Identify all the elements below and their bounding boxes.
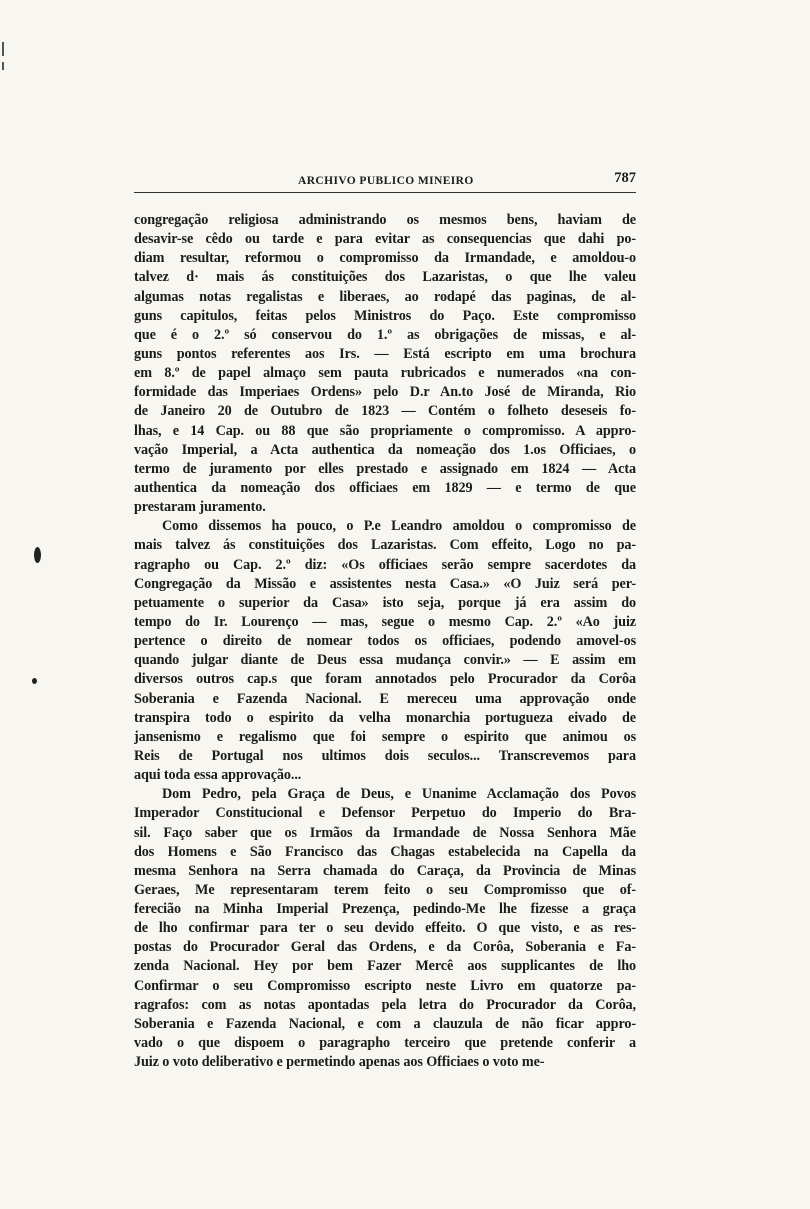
text-line: formidade das Imperiaes Ordens» pelo D.r An.to José de Miranda, Rio: [134, 384, 636, 401]
text-line: mesma Senhora na Serra chamada do Caraça, da Provincia de Minas: [134, 862, 636, 879]
text-line: Confirmar o seu Compromisso escripto neste Livro em quatorze pa-: [134, 977, 636, 994]
text-line: de Janeiro 20 de Outubro de 1823 — Contém o folheto deseseis fo-: [134, 403, 636, 420]
text-line: desavir-se cêdo ou tarde e para evitar as consequencias que dahi po-: [134, 231, 636, 248]
text-line: Dom Pedro, pela Graça de Deus, e Unanime Acclamação dos Povos: [162, 786, 636, 803]
text-line: Reis de Portugal nos ultimos dois seculos... Transcrevemos para: [134, 747, 636, 764]
text-line: zenda Nacional. Hey por bem Fazer Mercê aos supplicantes de lho: [134, 958, 636, 975]
running-title: ARCHIVO PUBLICO MINEIRO: [298, 175, 474, 187]
text-line: jansenismo e regalismo que foi sempre o espirito que animou os: [134, 728, 636, 745]
text-line: aqui toda essa approvação...: [134, 767, 302, 784]
text-line: diam resultar, reformou o compromisso da Irmandade, e amoldou-o: [134, 250, 636, 267]
text-line: authentica da nomeação dos officiaes em 1829 — e termo de que: [134, 479, 636, 496]
page-header: [134, 170, 636, 192]
body-text: [134, 211, 636, 1072]
text-line: Congregação da Missão e assistentes nesta Casa.» «O Juiz será per-: [134, 575, 636, 592]
text-line: Geraes, Me representaram terem feito o seu Compromisso que of-: [134, 881, 636, 898]
text-line: ragrafos: com as notas apontadas pela letra do Procurador da Corôa,: [134, 996, 636, 1013]
ink-blot: [34, 547, 41, 563]
page-number: 787: [614, 170, 636, 186]
paragraph: [134, 517, 636, 785]
text-line: petuamente o superior da Casa» isto seja, porque já era assim do: [134, 594, 636, 611]
text-line: vação Imperial, a Acta authentica da nomeação dos 1.os Officiaes, o: [134, 441, 636, 458]
text-line: prestaram juramento.: [134, 499, 266, 516]
text-line: de lho confirmar para ter o seu devido effeito. O que visto, e as res-: [134, 920, 636, 937]
page-edge-mark: [2, 42, 4, 56]
page-edge-mark: [2, 62, 4, 70]
text-line: congregação religiosa administrando os mesmos bens, haviam de: [134, 212, 636, 228]
text-line: postas do Procurador Geral das Ordens, e da Corôa, Soberania e Fa-: [134, 939, 636, 956]
text-line: talvez d· mais ás constituições dos Lazaristas, o que lhe valeu: [134, 269, 636, 286]
text-line: transpira todo o espirito da velha monarchia portugueza eivado de: [134, 709, 636, 726]
text-line: em 8.º de papel almaço sem pauta rubricados e numerados «na con-: [134, 365, 636, 382]
text-line: diversos outros cap.s que foram annotados pelo Procurador da Corôa: [134, 671, 636, 688]
paragraph: [134, 785, 636, 1072]
text-line: tempo do Ir. Lourenço — mas, segue o mesmo Cap. 2.º «Ao juiz: [134, 613, 636, 630]
text-line: Juiz o voto deliberativo e permetindo apenas aos Officiaes o voto me-: [134, 1054, 545, 1071]
text-line: ragrapho ou Cap. 2.º diz: «Os officiaes serão sempre sacerdotes da: [134, 556, 636, 573]
text-line: ferecião na Minha Imperial Prezença, pedindo-Me lhe fizesse a graça: [134, 901, 636, 918]
paragraph: [134, 211, 636, 517]
text-line: guns capitulos, feitas pelos Ministros do Paço. Este compromisso: [134, 307, 636, 324]
text-line: guns pontos referentes aos Irs. — Está escripto em uma brochura: [134, 345, 636, 362]
text-line: vado o que dispoem o paragrapho terceiro que pretende conferir a: [134, 1035, 636, 1052]
text-line: Soberania e Fazenda Nacional. E mereceu uma approvação onde: [134, 690, 636, 707]
text-line: Como dissemos ha pouco, o P.e Leandro amoldou o compromisso de: [162, 518, 636, 535]
text-line: que é o 2.º só conservou do 1.º as obrigações de missas, e al-: [134, 326, 636, 343]
ink-blot: [32, 678, 37, 684]
text-line: Imperador Constitucional e Defensor Perpetuo do Imperio do Bra-: [134, 805, 636, 822]
text-line: Soberania e Fazenda Nacional, e com a clauzula de não ficar appro-: [134, 1015, 636, 1032]
text-line: sil. Faço saber que os Irmãos da Irmandade de Nossa Senhora Mãe: [134, 824, 636, 841]
header-rule: [134, 192, 636, 193]
text-line: mais talvez ás constituições dos Lazaristas. Com effeito, Logo no pa-: [134, 537, 636, 554]
text-line: termo de juramento por elles prestado e assignado em 1824 — Acta: [134, 460, 636, 477]
text-line: lhas, e 14 Cap. ou 88 que são propriamente o compromisso. A appro-: [134, 422, 636, 439]
text-line: dos Homens e São Francisco das Chagas estabelecida na Capella da: [134, 843, 636, 860]
text-line: algumas notas regalistas e liberaes, ao rodapé das paginas, de al-: [134, 288, 636, 305]
text-line: quando julgar diante de Deus essa mudança convir.» — E assim em: [134, 652, 636, 669]
text-line: pertence o direito de nomear todos os officiaes, podendo amovel-os: [134, 633, 636, 650]
